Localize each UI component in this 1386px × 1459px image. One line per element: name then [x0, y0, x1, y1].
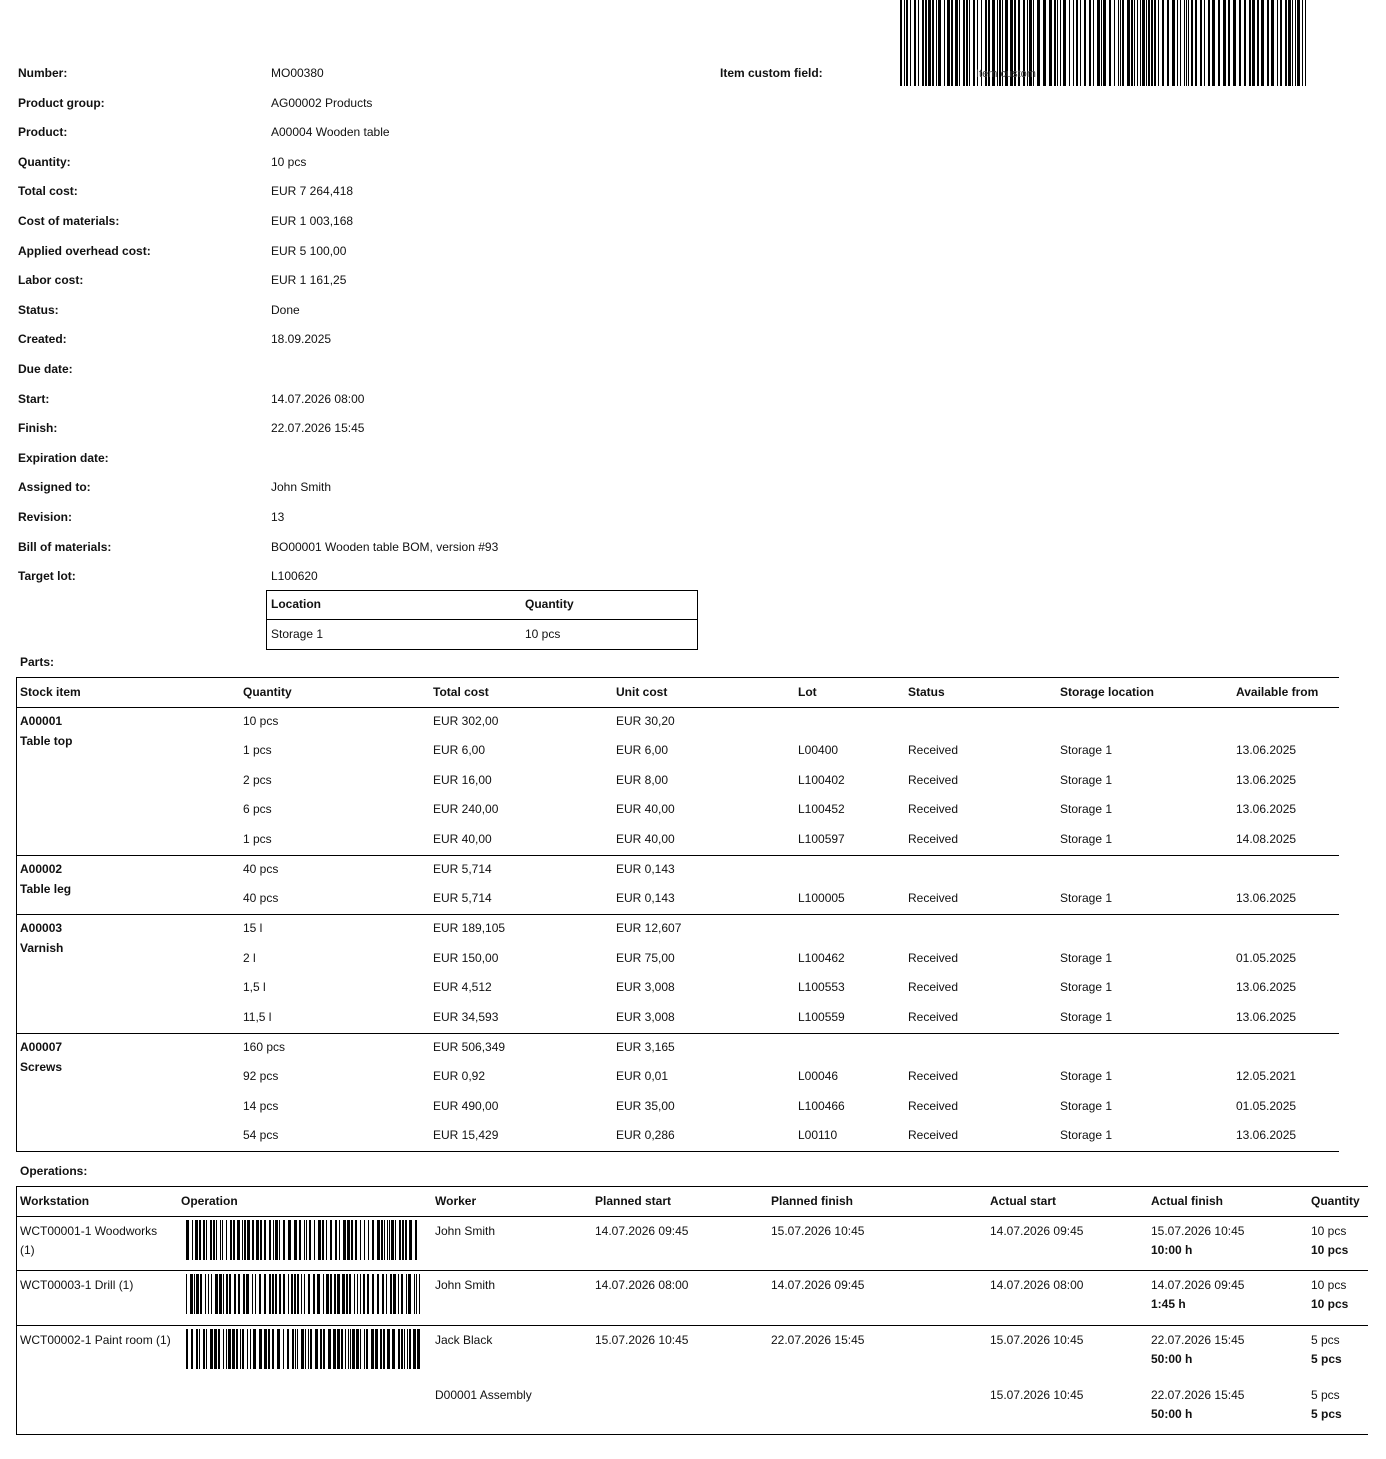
- parts-cell: L100402: [798, 772, 845, 787]
- parts-cell: Received: [908, 1069, 959, 1083]
- parts-header-cell: Total cost: [433, 685, 489, 699]
- parts-cell: Received: [908, 831, 959, 846]
- field-value: 10 pcs: [271, 154, 307, 169]
- target-lot-quantity: 10 pcs: [525, 627, 561, 641]
- parts-cell: Storage 1: [1060, 1098, 1113, 1113]
- parts-cell: EUR 0,143: [616, 861, 675, 876]
- stock-item-code: A00003: [20, 921, 63, 935]
- parts-cell: 10 pcs: [243, 713, 279, 728]
- parts-cell: 01.05.2025: [1236, 950, 1297, 965]
- parts-header-border: [16, 707, 1339, 708]
- field-label: Start:: [18, 391, 50, 406]
- field-value: 22.07.2026 15:45: [271, 421, 365, 436]
- field-value: EUR 7 264,418: [271, 184, 354, 199]
- parts-cell: EUR 75,00: [616, 950, 675, 965]
- parts-cell: EUR 8,00: [616, 772, 669, 787]
- duration-cell: 50:00 h: [1151, 1406, 1193, 1421]
- field-value: EUR 1 161,25: [271, 273, 347, 288]
- quantity-cell: 5 pcs: [1311, 1332, 1340, 1347]
- planned-start-cell: 14.07.2026 08:00: [595, 1278, 689, 1293]
- barcode-bar: [419, 1274, 420, 1314]
- parts-cell: EUR 506,349: [433, 1039, 506, 1054]
- parts-cell: EUR 15,429: [433, 1128, 499, 1142]
- parts-cell: 13.06.2025: [1236, 1009, 1297, 1024]
- ops-left-border: [16, 1186, 17, 1434]
- parts-cell: L100597: [798, 831, 845, 846]
- parts-cell: L00046: [798, 1069, 839, 1083]
- parts-cell: EUR 189,105: [433, 921, 506, 935]
- barcode-bar: [417, 1220, 420, 1260]
- parts-header-cell: Status: [908, 685, 945, 699]
- parts-title: Parts:: [20, 655, 55, 669]
- parts-cell: EUR 0,01: [616, 1069, 669, 1083]
- parts-cell: EUR 6,00: [616, 743, 669, 757]
- parts-cell: Storage 1: [1060, 831, 1113, 846]
- parts-cell: 13.06.2025: [1236, 802, 1297, 816]
- parts-cell: Storage 1: [1060, 1009, 1113, 1024]
- worker-cell: Jack Black: [435, 1332, 493, 1347]
- parts-cell: 40 pcs: [243, 861, 279, 876]
- quantity-done-cell: 10 pcs: [1311, 1242, 1349, 1257]
- parts-cell: EUR 34,593: [433, 1009, 499, 1024]
- parts-cell: 1,5 l: [243, 980, 266, 994]
- field-label: Number:: [18, 66, 68, 80]
- parts-cell: 2 pcs: [243, 772, 272, 787]
- ops-header-cell: Quantity: [1311, 1194, 1360, 1208]
- parts-cell: EUR 12,607: [616, 921, 682, 935]
- operation-barcode: [186, 1274, 420, 1314]
- actual-finish-cell: 15.07.2026 10:45: [1151, 1223, 1245, 1238]
- ops-row-border: [16, 1325, 1368, 1326]
- parts-cell: 01.05.2025: [1236, 1098, 1297, 1113]
- parts-cell: L100462: [798, 950, 845, 965]
- target-lot-location: Storage 1: [271, 627, 324, 641]
- field-label: Product:: [18, 125, 68, 140]
- parts-cell: EUR 30,20: [616, 713, 675, 728]
- parts-cell: Received: [908, 950, 959, 965]
- parts-cell: L00400: [798, 743, 839, 757]
- actual-start-cell: 14.07.2026 08:00: [990, 1278, 1084, 1293]
- parts-cell: EUR 5,714: [433, 891, 492, 905]
- parts-cell: Received: [908, 743, 959, 757]
- parts-cell: 13.06.2025: [1236, 980, 1297, 994]
- parts-header-cell: Lot: [798, 685, 817, 699]
- workstation-cell: WCT00002-1 Paint room (1): [20, 1332, 171, 1347]
- duration-cell: 1:45 h: [1151, 1297, 1186, 1312]
- parts-cell: 13.06.2025: [1236, 772, 1297, 787]
- ops-header-cell: Actual finish: [1151, 1194, 1224, 1208]
- parts-cell: L100466: [798, 1098, 845, 1113]
- field-value: John Smith: [271, 480, 332, 495]
- actual-finish-cell: 22.07.2026 15:45: [1151, 1387, 1245, 1402]
- parts-cell: EUR 4,512: [433, 980, 492, 994]
- workstation-cell: WCT00003-1 Drill (1): [20, 1278, 134, 1293]
- parts-cell: EUR 16,00: [433, 772, 492, 787]
- parts-cell: EUR 302,00: [433, 713, 499, 728]
- quantity-cell: 10 pcs: [1311, 1223, 1347, 1238]
- barcode-bar: [1305, 0, 1306, 86]
- target-lot-header-quantity: Quantity: [525, 597, 574, 611]
- header-barcode-text: Item custom: [976, 68, 1036, 80]
- header-barcode: [900, 0, 1306, 86]
- parts-cell: EUR 5,714: [433, 861, 492, 876]
- field-value: EUR 5 100,00: [271, 243, 347, 258]
- barcode-bar: [417, 1329, 420, 1369]
- stock-item-name: Varnish: [20, 941, 64, 955]
- parts-cell: EUR 3,008: [616, 980, 675, 994]
- worker-cell: John Smith: [435, 1223, 496, 1238]
- actual-start-cell: 15.07.2026 10:45: [990, 1332, 1084, 1347]
- field-value: 18.09.2025: [271, 332, 332, 347]
- planned-finish-cell: 14.07.2026 09:45: [771, 1278, 865, 1293]
- parts-cell: 12.05.2021: [1236, 1069, 1297, 1083]
- operation-barcode: [186, 1220, 420, 1260]
- ops-header-cell: Planned finish: [771, 1194, 854, 1208]
- stock-item-code: A00002: [20, 861, 63, 876]
- parts-cell: Received: [908, 772, 959, 787]
- field-label: Product group:: [18, 95, 105, 110]
- field-label: Total cost:: [18, 184, 78, 199]
- workstation-cell: WCT00001-1 Woodworks: [20, 1223, 158, 1238]
- parts-cell: 92 pcs: [243, 1069, 279, 1083]
- ops-header-cell: Workstation: [20, 1194, 90, 1208]
- parts-cell: L00110: [798, 1128, 838, 1142]
- workstation-cell-line2: (1): [20, 1242, 35, 1257]
- parts-cell: Received: [908, 891, 959, 905]
- parts-cell: EUR 490,00: [433, 1098, 499, 1113]
- parts-cell: 54 pcs: [243, 1128, 279, 1142]
- actual-start-cell: 14.07.2026 09:45: [990, 1223, 1084, 1238]
- parts-group-border: [16, 1033, 1339, 1034]
- parts-cell: Received: [908, 802, 959, 816]
- field-value: BO00001 Wooden table BOM, version #93: [271, 539, 499, 554]
- field-label: Labor cost:: [18, 273, 84, 288]
- parts-cell: EUR 0,286: [616, 1128, 675, 1142]
- parts-cell: Received: [908, 1128, 959, 1142]
- planned-start-cell: 14.07.2026 09:45: [595, 1223, 689, 1238]
- field-label: Bill of materials:: [18, 539, 112, 554]
- parts-cell: L100005: [798, 891, 845, 905]
- field-label: Target lot:: [18, 569, 76, 584]
- field-label: Quantity:: [18, 154, 71, 169]
- target-lot-table: [266, 590, 698, 650]
- parts-group-border: [16, 1151, 1339, 1152]
- stock-item-code: A00001: [20, 713, 63, 728]
- ops-header-cell: Worker: [435, 1194, 477, 1208]
- worker-cell: John Smith: [435, 1278, 496, 1293]
- parts-header-cell: Storage location: [1060, 685, 1155, 699]
- field-value: 13: [271, 510, 285, 524]
- parts-cell: 1 pcs: [243, 831, 272, 846]
- parts-cell: Storage 1: [1060, 980, 1113, 994]
- field-value: Done: [271, 302, 300, 317]
- parts-cell: EUR 3,008: [616, 1009, 675, 1024]
- parts-cell: Received: [908, 1098, 959, 1113]
- field-label: Assigned to:: [18, 480, 91, 495]
- stock-item-name: Screws: [20, 1059, 63, 1074]
- field-label: Finish:: [18, 421, 58, 436]
- worker-cell: D00001 Assembly: [435, 1387, 532, 1402]
- parts-header-cell: Quantity: [243, 685, 292, 699]
- parts-cell: 15 l: [243, 921, 263, 935]
- parts-cell: EUR 40,00: [616, 831, 675, 846]
- ops-row-border: [16, 1270, 1368, 1271]
- field-value: AG00002 Products: [271, 95, 373, 110]
- parts-cell: 11,5 l: [243, 1009, 272, 1024]
- field-label: Cost of materials:: [18, 214, 120, 228]
- field-label: Created:: [18, 332, 67, 347]
- parts-left-border: [16, 677, 17, 1151]
- parts-cell: Storage 1: [1060, 802, 1113, 816]
- actual-finish-cell: 22.07.2026 15:45: [1151, 1332, 1245, 1347]
- parts-header-cell: Unit cost: [616, 685, 668, 699]
- stock-item-name: Table top: [20, 733, 73, 748]
- parts-cell: 1 pcs: [243, 743, 272, 757]
- parts-cell: L100553: [798, 980, 845, 994]
- field-value: MO00380: [271, 66, 324, 80]
- parts-top-border: [16, 677, 1339, 678]
- field-label: Applied overhead cost:: [18, 243, 151, 258]
- item-custom-field-label: Item custom field:: [720, 66, 823, 80]
- field-label: Expiration date:: [18, 450, 109, 465]
- parts-cell: Received: [908, 980, 959, 994]
- ops-header-cell: Planned start: [595, 1194, 672, 1208]
- field-label: Due date:: [18, 362, 73, 376]
- parts-cell: 14 pcs: [243, 1098, 279, 1113]
- duration-cell: 10:00 h: [1151, 1242, 1193, 1257]
- quantity-done-cell: 10 pcs: [1311, 1297, 1349, 1312]
- parts-cell: L100559: [798, 1009, 845, 1024]
- stock-item-name: Table leg: [20, 881, 72, 896]
- parts-cell: Storage 1: [1060, 891, 1113, 905]
- ops-top-border: [16, 1186, 1368, 1187]
- parts-cell: EUR 3,165: [616, 1039, 675, 1054]
- operations-title: Operations:: [20, 1164, 88, 1178]
- planned-finish-cell: 22.07.2026 15:45: [771, 1332, 865, 1347]
- parts-cell: 13.06.2025: [1236, 891, 1297, 905]
- planned-finish-cell: 15.07.2026 10:45: [771, 1223, 865, 1238]
- parts-cell: 6 pcs: [243, 802, 272, 816]
- parts-cell: 2 l: [243, 950, 256, 965]
- parts-group-border: [16, 855, 1339, 856]
- parts-cell: Received: [908, 1009, 959, 1024]
- actual-finish-cell: 14.07.2026 09:45: [1151, 1278, 1245, 1293]
- ops-header-cell: Operation: [181, 1194, 238, 1208]
- parts-cell: Storage 1: [1060, 1128, 1113, 1142]
- parts-cell: Storage 1: [1060, 772, 1113, 787]
- parts-cell: EUR 40,00: [616, 802, 675, 816]
- parts-cell: EUR 40,00: [433, 831, 492, 846]
- parts-cell: L100452: [798, 802, 845, 816]
- parts-cell: EUR 0,92: [433, 1069, 486, 1083]
- stock-item-code: A00007: [20, 1039, 63, 1054]
- field-label: Status:: [18, 302, 59, 317]
- parts-cell: 40 pcs: [243, 891, 279, 905]
- target-lot-header-location: Location: [271, 597, 321, 611]
- parts-cell: 13.06.2025: [1236, 1128, 1297, 1142]
- parts-cell: 14.08.2025: [1236, 831, 1297, 846]
- quantity-cell: 10 pcs: [1311, 1278, 1347, 1293]
- ops-header-border: [16, 1216, 1368, 1217]
- quantity-cell: 5 pcs: [1311, 1387, 1340, 1402]
- field-label: Revision:: [18, 510, 73, 524]
- duration-cell: 50:00 h: [1151, 1351, 1193, 1366]
- planned-start-cell: 15.07.2026 10:45: [595, 1332, 689, 1347]
- parts-header-cell: Stock item: [20, 685, 81, 699]
- operation-barcode: [186, 1329, 420, 1369]
- quantity-done-cell: 5 pcs: [1311, 1406, 1342, 1421]
- parts-cell: 160 pcs: [243, 1039, 286, 1054]
- field-value: 14.07.2026 08:00: [271, 391, 365, 406]
- parts-group-border: [16, 914, 1339, 915]
- ops-header-cell: Actual start: [990, 1194, 1057, 1208]
- parts-cell: EUR 35,00: [616, 1098, 675, 1113]
- parts-cell: EUR 6,00: [433, 743, 486, 757]
- quantity-done-cell: 5 pcs: [1311, 1351, 1342, 1366]
- field-value: L100620: [271, 569, 318, 584]
- parts-cell: EUR 240,00: [433, 802, 499, 816]
- actual-start-cell: 15.07.2026 10:45: [990, 1387, 1084, 1402]
- ops-row-border: [16, 1434, 1368, 1435]
- field-value: EUR 1 003,168: [271, 214, 354, 228]
- parts-cell: Storage 1: [1060, 950, 1113, 965]
- parts-cell: EUR 150,00: [433, 950, 499, 965]
- parts-cell: EUR 0,143: [616, 891, 675, 905]
- parts-cell: Storage 1: [1060, 1069, 1113, 1083]
- parts-header-cell: Available from: [1236, 685, 1319, 699]
- parts-cell: Storage 1: [1060, 743, 1113, 757]
- parts-cell: 13.06.2025: [1236, 743, 1297, 757]
- field-value: A00004 Wooden table: [271, 125, 390, 140]
